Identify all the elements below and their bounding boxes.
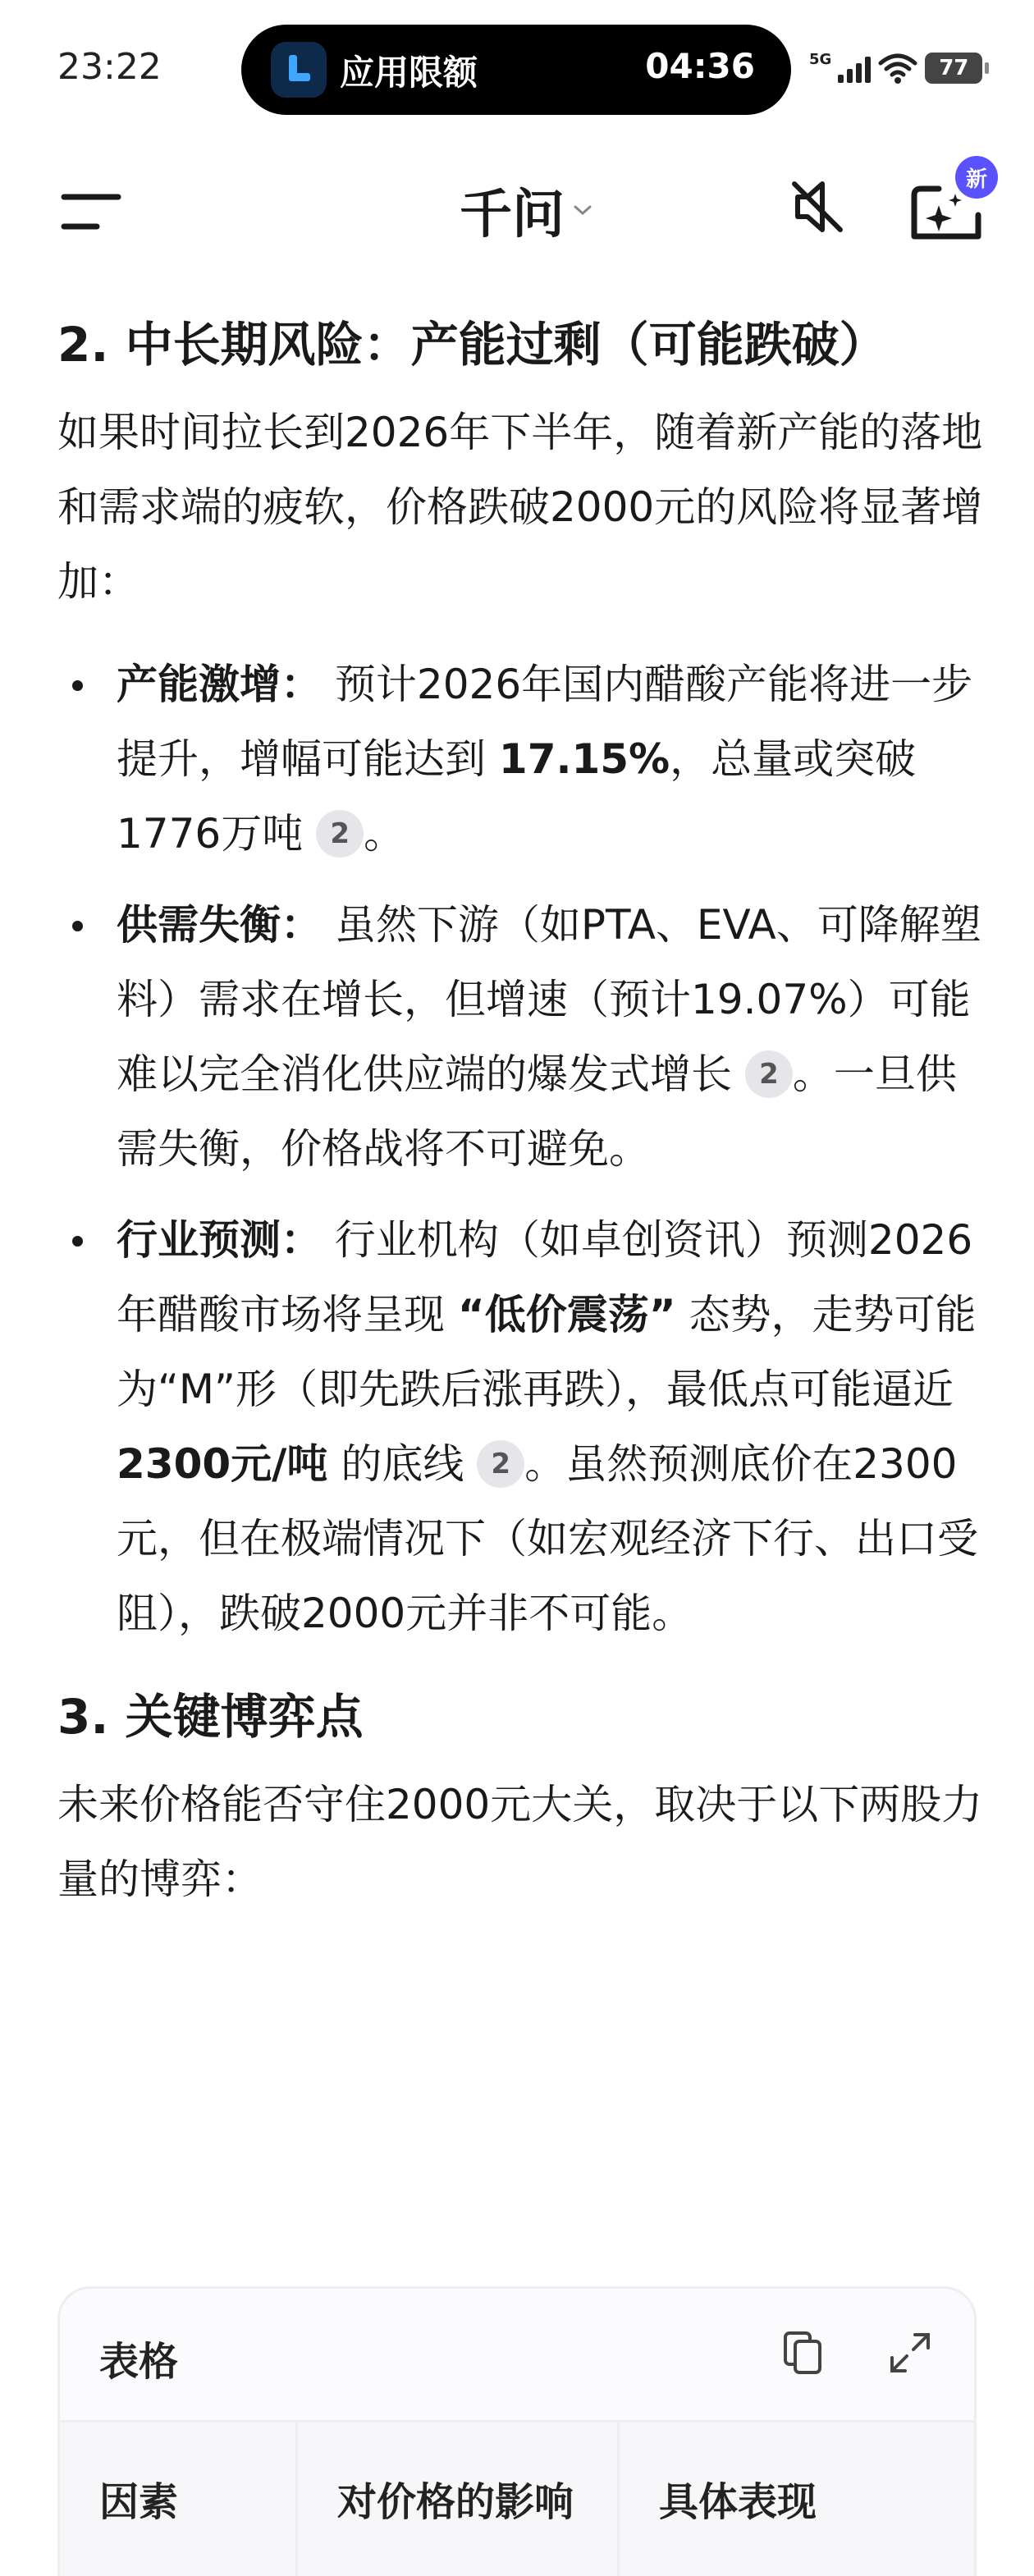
table-column-header: 具体表现: [659, 2479, 817, 2525]
bullet-bold: 17.15%: [498, 735, 670, 783]
app-title: 千问: [460, 185, 565, 245]
bullet-text: 态势，走势可能为“M”形（即先跌后涨再跌），最低点可能逼近: [117, 1291, 977, 1413]
section-heading-2: 2. 中长期风险：产能过剩（可能跌破）: [57, 317, 887, 373]
table-card: [57, 2286, 977, 2576]
mute-icon[interactable]: [786, 176, 849, 238]
bullet-text: 的底线: [327, 1440, 464, 1488]
status-time: 23:22: [57, 46, 162, 88]
model-switcher[interactable]: [460, 172, 592, 248]
battery-level: 77: [939, 56, 969, 80]
app-limit-icon: [271, 42, 327, 98]
signal-icon: [838, 53, 871, 83]
bullet-text: ，总量或突破1776万吨: [117, 735, 917, 858]
chevron-down-icon: [573, 202, 592, 218]
table-column-header: 对价格的影响: [298, 2423, 620, 2576]
list-item: [57, 647, 985, 872]
copy-icon[interactable]: [779, 2328, 828, 2377]
island-label: 应用限额: [340, 53, 478, 93]
bullet-text: 。一旦供需失衡，价格战将不可避免。: [117, 1050, 957, 1173]
table-header-row: [60, 2420, 974, 2576]
menu-icon[interactable]: [61, 189, 121, 235]
new-badge: 新: [955, 156, 998, 199]
bullet-label: 行业预测：: [117, 1216, 322, 1264]
section-heading-3: 3. 关键博弈点: [57, 1689, 364, 1745]
app-limit-island[interactable]: [241, 25, 791, 115]
bullet-text: 虽然下游（如PTA、EVA、可降解塑料）需求在增长，但增速（预计19.07%）可能难以完全消化供应端的爆发式增长: [117, 901, 981, 1098]
wifi-icon: [877, 52, 918, 85]
bullet-text: 。: [364, 810, 405, 858]
section-3-intro: 未来价格能否守住2000元大关，取决于以下两股力量的博弈：: [57, 1781, 983, 1903]
table-label: 表格: [99, 2339, 179, 2385]
expand-icon[interactable]: [885, 2328, 935, 2377]
status-icons: [809, 48, 982, 89]
section-2-intro: 如果时间拉长到2026年下半年，随着新产能的落地和需求端的疲软，价格跌破2000元的风险将显著增加：: [57, 409, 983, 606]
app-header: [0, 140, 1034, 271]
bullet-bold: 2300元/吨: [117, 1440, 328, 1488]
citation-badge[interactable]: 2: [316, 810, 364, 858]
list-item: [57, 1203, 985, 1651]
bullet-label: 供需失衡：: [117, 901, 322, 949]
bullet-bold: “低价震荡”: [457, 1291, 676, 1338]
chat-answer: [57, 312, 985, 1917]
risk-list: [57, 647, 985, 1651]
island-timer: 04:36: [645, 46, 755, 86]
bullet-text: 预计2026年国内醋酸产能将进一步提升，增幅可能达到: [117, 661, 973, 783]
list-item: [57, 888, 985, 1187]
table-column-header: 因素: [60, 2423, 298, 2576]
battery-icon: [925, 53, 982, 84]
citation-badge[interactable]: 2: [477, 1440, 524, 1488]
status-bar: [0, 0, 1034, 140]
bullet-label: 产能激增：: [117, 661, 322, 708]
bullet-text: 行业机构（如卓创资讯）预测2026年醋酸市场将呈现: [117, 1216, 973, 1338]
bullet-text: 。虽然预测底价在2300元，但在极端情况下（如宏观经济下行、出口受阻），跌破2000元并非不可能。: [117, 1440, 978, 1637]
network-type: 5G: [809, 51, 832, 68]
citation-badge[interactable]: 2: [745, 1050, 793, 1098]
table-card-header: [60, 2289, 974, 2420]
